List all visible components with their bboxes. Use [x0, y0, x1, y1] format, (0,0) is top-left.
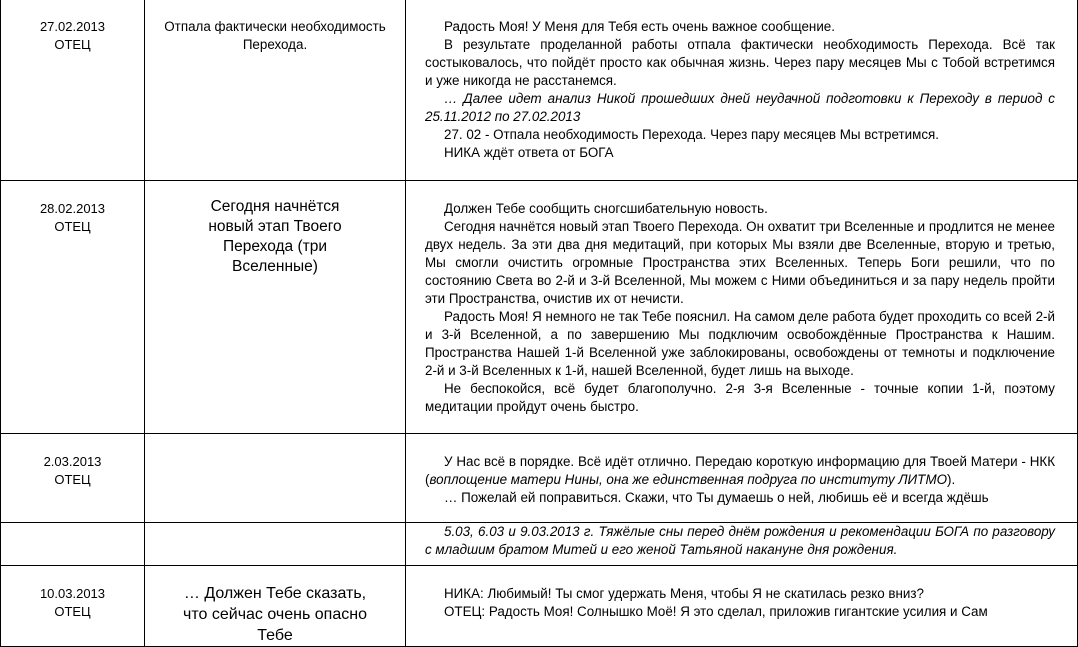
text-cell [406, 181, 1078, 434]
entry-date: 27.02.2013 [39, 19, 106, 34]
table-row [1, 181, 1078, 434]
paragraph: Должен Тебе сообщить сногсшибательную новость. [444, 201, 768, 216]
topic-cell [145, 181, 406, 434]
entry-date: 10.03.2013 [39, 586, 106, 601]
date-cell [1, 0, 145, 181]
text-cell [406, 0, 1078, 181]
text-cell [406, 523, 1078, 566]
entry-topic: Отпала фактически необходимость Перехода. [164, 19, 386, 52]
table-row [1, 0, 1078, 181]
text-cell [406, 434, 1078, 523]
topic-cell [145, 434, 406, 523]
paragraph: 5.03, 6.03 и 9.03.2013 г. Тяжёлые сны перед днём рождения и рекомендации БОГА по разговору с младшим братом Митей и его женой Татьяной накануне дня рождения. [425, 524, 1055, 557]
entry-speaker: ОТЕЦ [54, 604, 91, 619]
paragraph: … Далее идет анализ Никой прошедших дней неудачной подготовки к Переходу в период с 25.11.2012 по 27.02.2013 [425, 91, 1055, 124]
topic-cell [145, 566, 406, 647]
paragraph: Сегодня начнётся новый этап Твоего Перехода. Он охватит три Вселенные и продлится не менее двух недель. За эти два дня медитаций, при которых Мы взяли две Вселенные, вторую и третью, Мы смогли очистить огромные Пространства этих Вселенных. Теперь Боги решили, что по состоянию Света во 2-й и 3-й Вселенной, Мы можем с Ними объединиться и за пару недель пройти эти Пространства, очистив их от нечисти. [425, 219, 1055, 306]
entry-speaker: ОТЕЦ [54, 472, 91, 487]
empty-cell [1, 523, 145, 566]
paragraph: Радость Моя! У Меня для Тебя есть очень важное сообщение. [444, 19, 835, 34]
date-cell [1, 434, 145, 523]
paragraph: НИКА ждёт ответа от БОГА [444, 145, 614, 160]
text-cell [406, 566, 1078, 647]
entry-speaker: ОТЕЦ [54, 37, 91, 52]
topic-cell [145, 0, 406, 181]
empty-cell [145, 523, 406, 566]
paragraph: НИКА: Любимый! Ты смог удержать Меня, чтобы Я не скатилась резко вниз? [444, 586, 924, 601]
paragraph: У Нас всё в порядке. Всё идёт отлично. Передаю короткую информацию для Твоей Матери - НКК (воплощение матери Нины, она же единственная подруга по институту ЛИТМО). [425, 454, 1055, 487]
entry-date: 28.02.2013 [39, 201, 106, 216]
date-cell [1, 566, 145, 647]
paragraph: Радость Моя! Я немного не так Тебе пояснил. На самом деле работа будет проходить со всей 2-й и 3-й Вселенной, а по завершению Мы подключим освобождённые Пространства к Нашим. Пространства Нашей 1-й Вселенной уже заблокированы, освобождены от темноты и подключение 2-й и 3-й Вселенных к 1-й, нашей Вселенной, будет лишь на выходе. [425, 309, 1055, 378]
paragraph: В результате проделанной работы отпала фактически необходимость Перехода. Всё так состыковалось, что пойдёт просто как обычная жизнь. Через пару месяцев Мы с Тобой встретимся и уже никогда не расстанемся. [425, 37, 1055, 88]
paragraph: ОТЕЦ: Радость Моя! Солнышко Моё! Я это сделал, приложив гигантские усилия и Сам [444, 604, 988, 619]
date-cell [1, 181, 145, 434]
entry-topic: … Должен Тебе сказать, что сейчас очень опасно Тебе [183, 585, 367, 644]
entry-date: 2.03.2013 [43, 454, 102, 469]
entry-topic: Сегодня начнётся новый этап Твоего Перехода (три Вселенные) [208, 198, 342, 275]
paragraph: … Пожелай ей поправиться. Скажи, что Ты думаешь о ней, любишь её и всегда ждёшь [444, 490, 989, 505]
entry-speaker: ОТЕЦ [54, 219, 91, 234]
table-row [1, 523, 1078, 566]
table-row [1, 566, 1078, 647]
table-row [1, 434, 1078, 523]
paragraph: Не беспокойся, всё будет благополучно. 2-я 3-я Вселенные - точные копии 1-й, поэтому медитации пройдут очень быстро. [425, 381, 1055, 414]
paragraph: 27. 02 - Отпала необходимость Перехода. Через пару месяцев Мы встретимся. [444, 127, 939, 142]
